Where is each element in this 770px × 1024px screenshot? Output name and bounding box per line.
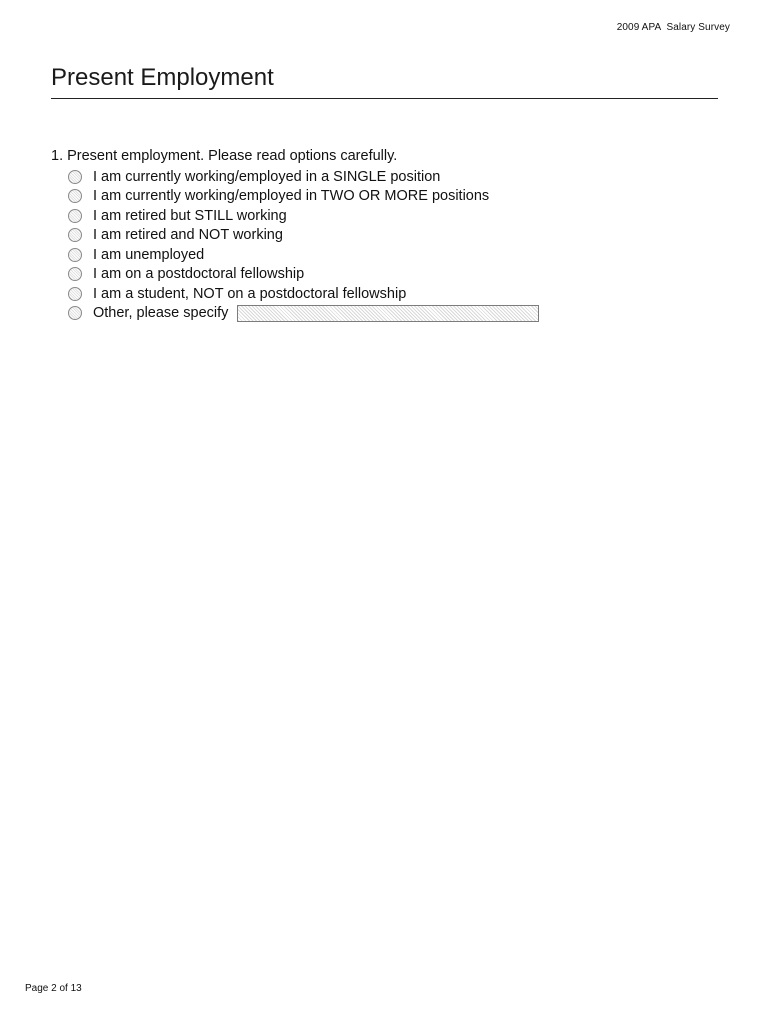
radio-button[interactable]	[68, 170, 82, 184]
radio-button[interactable]	[68, 287, 82, 301]
title-divider	[51, 98, 718, 99]
option-two-or-more-positions[interactable]	[68, 187, 539, 207]
radio-button[interactable]	[68, 267, 82, 281]
option-label: I am retired and NOT working	[93, 227, 283, 244]
option-label: I am on a postdoctoral fellowship	[93, 266, 305, 283]
option-label: I am a student, NOT on a postdoctoral fellowship	[93, 285, 407, 302]
page-number: Page 2 of 13	[25, 983, 82, 994]
option-retired-still-working[interactable]	[68, 206, 539, 226]
option-student[interactable]	[68, 284, 539, 304]
option-unemployed[interactable]	[68, 245, 539, 265]
option-label: Other, please specify	[93, 305, 229, 322]
options-list	[68, 167, 539, 323]
option-label: I am currently working/employed in a SINGLE position	[93, 168, 441, 185]
radio-button[interactable]	[68, 306, 82, 320]
radio-button[interactable]	[68, 248, 82, 262]
option-label: I am currently working/employed in TWO OR MORE positions	[93, 188, 490, 205]
radio-button[interactable]	[68, 228, 82, 242]
option-single-position[interactable]	[68, 167, 539, 187]
survey-header-title: 2009 APA Salary Survey	[616, 22, 730, 33]
radio-button[interactable]	[68, 209, 82, 223]
section-title: Present Employment	[51, 64, 274, 91]
other-specify-input[interactable]	[237, 305, 539, 322]
option-postdoctoral-fellowship[interactable]	[68, 265, 539, 285]
option-other[interactable]	[68, 304, 539, 324]
option-label: I am unemployed	[93, 246, 205, 263]
radio-button[interactable]	[68, 189, 82, 203]
question-text: 1. Present employment. Please read options carefully.	[51, 148, 398, 164]
option-label: I am retired but STILL working	[93, 207, 287, 224]
option-retired-not-working[interactable]	[68, 226, 539, 246]
